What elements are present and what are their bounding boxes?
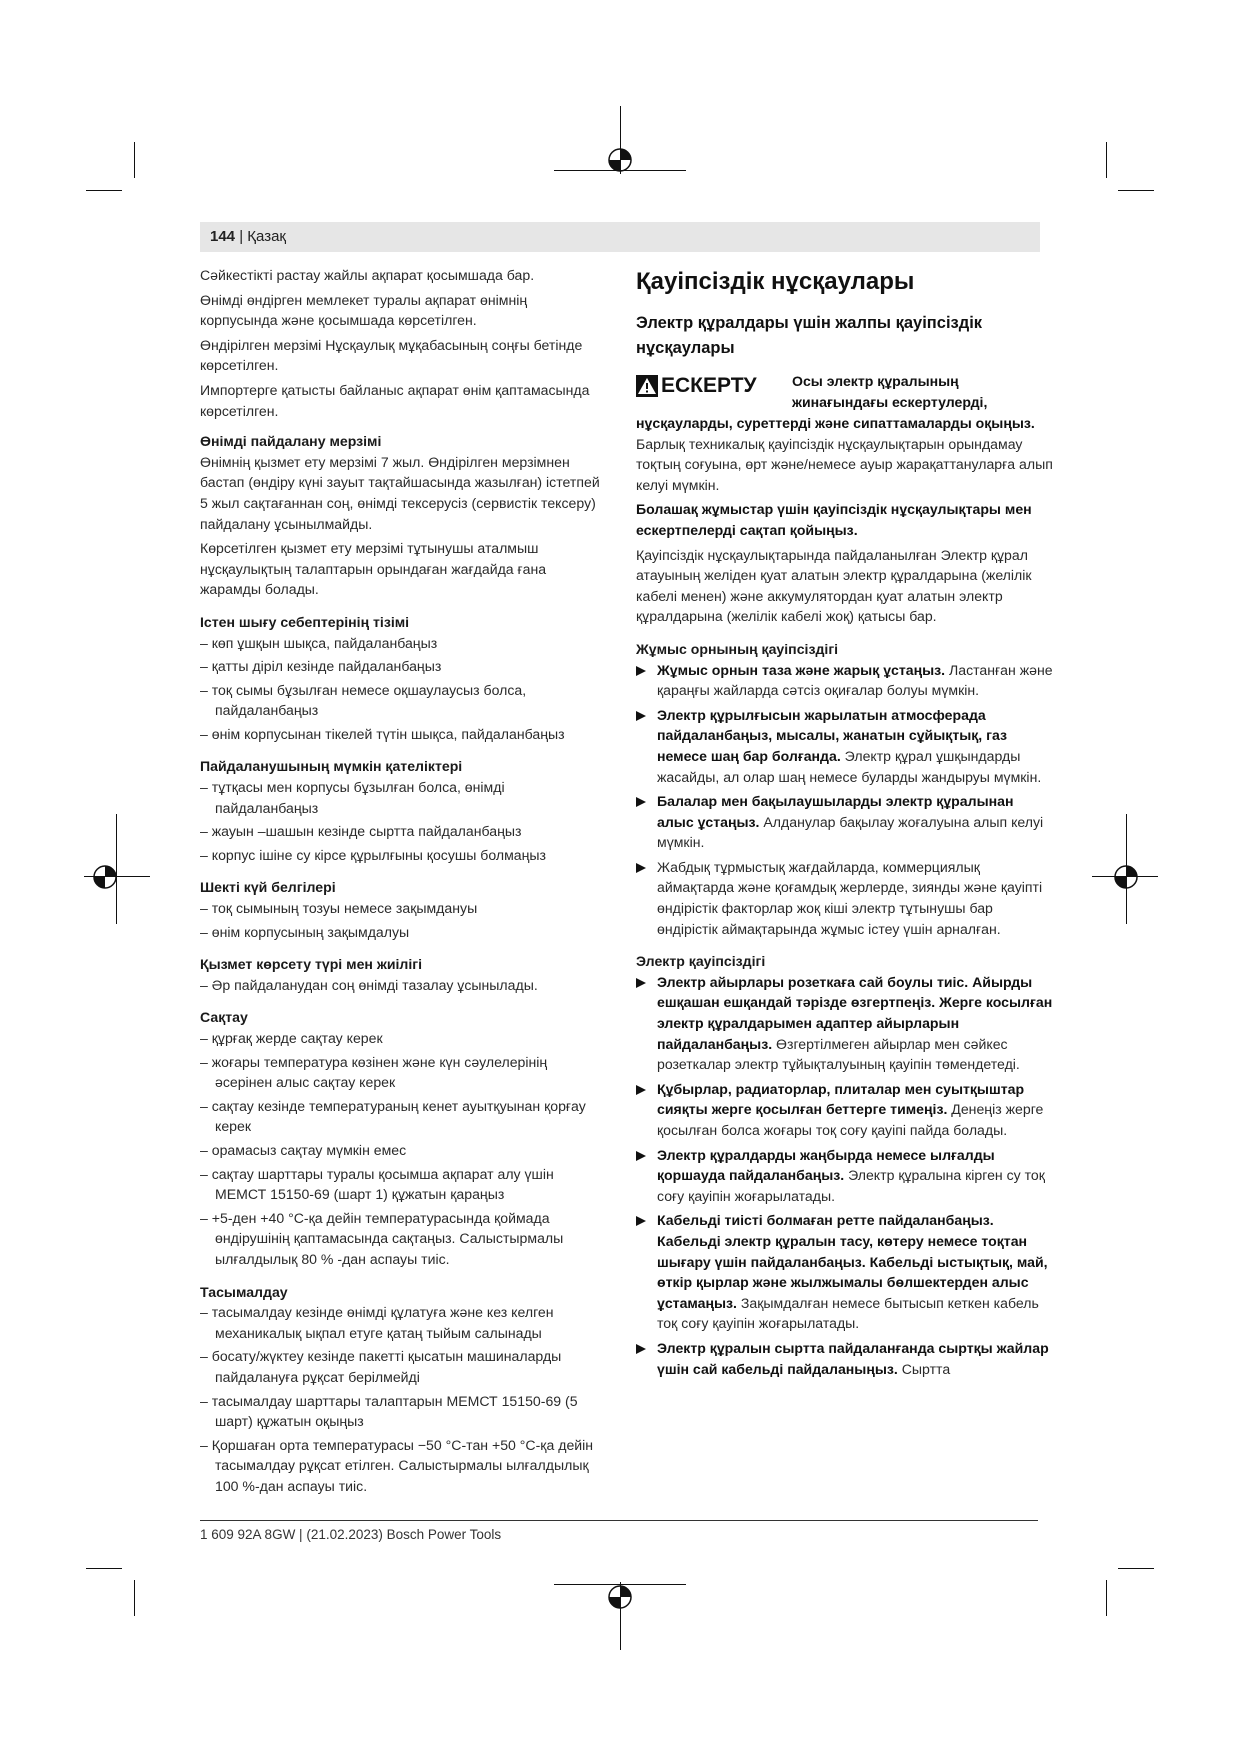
list-item: – сақтау шарттары туралы қосымша ақпарат алу үшін МЕМСТ 15150-69 (шарт 1) құжатын қараңыз <box>200 1165 554 1203</box>
footer-text: 1 609 92A 8GW | (21.02.2023) Bosch Power Tools <box>200 1527 502 1542</box>
crop-mark <box>1106 142 1107 178</box>
bullet-arrow-icon <box>636 1216 646 1226</box>
section-heading: Пайдаланушының мүмкін қателіктері <box>200 758 463 775</box>
list-item: – тасымалдау кезінде өнімді құлатуға және кез келген механикалық ықпал етуге қатаң тыйым салынады <box>200 1304 554 1341</box>
list-item: – тұтқасы мен корпусы бұзылған болса, өнімді пайдаланбаңыз <box>200 779 505 816</box>
left-column <box>200 265 602 1499</box>
bullet-item: Электр құралын сыртта пайдаланғанда сыртқы жайлар үшін сай кабельді пайдаланыңыз. Сыртта <box>636 1338 1054 1379</box>
bullet-item: Жабдық тұрмыстық жағдайларда, коммерциялық аймақтарда және қоғамдық жерлерде, зиянды және қауіпті өндірістік факторлар жоқ кіші электр тұтынушы бар өндірістік аймақтарында жұмыс істеу үшін арналған. <box>636 857 1054 939</box>
list-item: – босату/жүктеу кезінде пакетті қысатын машиналарды пайдалануға рұқсат берілмейді <box>200 1348 562 1385</box>
page-number: 144 <box>210 228 236 245</box>
warning-label <box>636 373 757 399</box>
list-item: – тоқ сымының тозуы немесе зақымдануы <box>200 900 478 917</box>
bullet-arrow-icon <box>636 711 646 721</box>
crop-mark <box>1118 190 1154 191</box>
list-item: – тасымалдау шарттары талаптарын МЕМСТ 15150-69 (5 шарт) құжатын оқыңыз <box>200 1392 578 1430</box>
section-heading: Қызмет көрсету түрі мен жиілігі <box>200 956 423 973</box>
crop-mark <box>86 1568 122 1569</box>
list-item: – жоғары температура көзінен және күн сәулелерінің әсерінен алыс сақтау керек <box>200 1053 548 1091</box>
list-item: – сақтау кезінде температураның кенет ауытқуынан қорғау керек <box>200 1097 586 1135</box>
list-item: – +5-ден +40 °C-қа дейін температурасында қоймада өндірушінің қаптамасында сақтаңыз. Салыстырмалы ылғалдылық 80 % -дан аспауы тиіс. <box>200 1209 564 1267</box>
list-item: – тоқ сымы бұзылған немесе оқшаулаусыз болса, пайдаланбаңыз <box>200 681 527 719</box>
bullet-item: Құбырлар, радиаторлар, плиталар мен суытқыштар сияқты жерге қосылған беттерге тимеңіз. Денеңіз жерге қосылған болса жоғары тоқ соғу қауіпі пайда болады. <box>636 1079 1054 1141</box>
section-heading: Сақтау <box>200 1009 248 1026</box>
registration-target-icon <box>607 147 633 173</box>
section-heading: Электр қауіпсіздігі <box>636 953 766 970</box>
list-item: – қатты діріл кезінде пайдаланбаңыз <box>200 658 442 675</box>
header-language: Қазақ <box>247 228 286 245</box>
intro-paragraph: Өндірілген мерзімі Нұсқаулық мұқабасының соңғы бетінде көрсетілген. <box>200 336 583 374</box>
bullet-arrow-icon <box>636 978 646 988</box>
registration-target-icon <box>607 1584 633 1610</box>
registration-target-icon <box>1113 864 1139 890</box>
section-heading: Істен шығу себептерінің тізімі <box>200 613 410 630</box>
bullet-arrow-icon <box>636 863 646 873</box>
warning-label-text: ЕСКЕРТУ <box>661 374 757 397</box>
right-column <box>636 265 1054 1383</box>
crop-mark <box>86 190 122 191</box>
list-item: – өнім корпусының зақымдалуы <box>200 923 410 940</box>
warning-icon <box>636 375 658 397</box>
list-item: – Әр пайдаланудан соң өнімді тазалау ұсынылады. <box>200 976 538 993</box>
bullet-arrow-icon <box>636 666 646 676</box>
bullet-arrow-icon <box>636 797 646 807</box>
list-item: – жауын –шашын кезінде сыртта пайдаланбаңыз <box>200 823 522 840</box>
bullet-item: Балалар мен бақылаушыларды электр құралынан алыс ұстаңыз. Алданулар бақылау жоғалуына алып келуі мүмкін. <box>636 791 1054 853</box>
warning-body <box>636 413 1054 495</box>
list-item: – орамасыз сақтау мүмкін емес <box>200 1141 407 1158</box>
list-item: – өнім корпусынан тікелей түтін шықса, пайдаланбаңыз <box>200 725 565 742</box>
list-item: – Қоршаған орта температурасы −50 °C-тан +50 °C-қа дейін тасымалдау рұқсат етілген. Салыстырмалы ылғалдылық 100 %-дан аспауы тиіс. <box>200 1436 594 1494</box>
bullet-item: Электр айырлары розеткаға сай боулы тиіс. Айырды ешқашан ешқандай тәрізде өзгертпеңіз. Жерге косылған электр құралдарымен адаптер айырларын пайдаланбаңыз. Өзгертілмеген айырлар мен сәйкес розеткалар электр тұйықталуының қауіпін төмендетеді. <box>636 972 1054 1075</box>
list-item: – корпус ішіне су кірсе құрылғыны қосушы болмаңыз <box>200 846 546 863</box>
list-item: – құрғақ жерде сақтау керек <box>200 1030 383 1046</box>
crop-mark <box>1106 1580 1107 1616</box>
scope-paragraph: Қауіпсіздік нұсқаулықтарында пайдаланылған Электр құрал атауының желіден қуат алатын электр құралдарына (желілік кабелі менен) және аккумулятордан қуат алатын электр құралдарына (желілік кабелі жоқ) қатысы бар. <box>636 546 1032 625</box>
warning-block <box>636 371 1054 495</box>
paragraph: Өнімнің қызмет ету мерзімі 7 жыл. Өндірілген мерзімнен бастап (өндіру күні зауыт тақтайшасында жазылған) істетпей 5 жыл сақтағаннан соң, өнімді тексерусіз (сервистік тексеру) пайдалану ұсынылмайды. <box>200 453 600 532</box>
intro-paragraph: Өнімді өндірген мемлекет туралы ақпарат өнімнің корпусында және қосымшада көрсетілген. <box>200 291 528 329</box>
footer-rule <box>200 1520 1038 1521</box>
section-heading: Шекті күй белгілері <box>200 879 336 896</box>
bullet-arrow-icon <box>636 1344 646 1354</box>
bullet-item: Жұмыс орнын таза және жарық ұстаңыз. Ластанған және қараңғы жайларда сәтсіз оқиғалар болуы мүмкін. <box>636 660 1054 701</box>
warning-lead: Осы электр құралының жинағындағы ескертулерді, <box>792 373 988 410</box>
intro-paragraph: Импортерге қатысты байланыс ақпарат өнім қаптамасында көрсетілген. <box>200 381 590 419</box>
warning-text: Барлық техникалық қауіпсіздік нұсқаулықтарын орындамау тоқтың соғуына, өрт және/немесе ауыр жарақаттануларға алып келуі мүмкін. <box>636 435 1053 493</box>
bullet-item: Электр құралдарды жаңбырда немесе ылғалды қоршауда пайдаланбаңыз. Электр құралына кірген су тоқ соғу қауіпін жоғарылатады. <box>636 1145 1054 1207</box>
page-title: Қауіпсіздік нұсқаулары <box>636 268 915 295</box>
bullet-arrow-icon <box>636 1151 646 1161</box>
bullet-item: Электр құрылғысын жарылатын атмосферада пайдаланбаңыз, мысалы, жанатын сұйықтық, газ немесе шаң бар болғанда. Электр құрал ұшқындарды жасайды, ал олар шаң немесе буларды жандыруы мүмкін. <box>636 705 1054 787</box>
bullet-arrow-icon <box>636 1085 646 1095</box>
keep-instructions: Болашақ жұмыстар үшін қауіпсіздік нұсқаулықтары мен ескертпелерді сақтап қойыңыз. <box>636 501 1032 538</box>
section-heading: Жұмыс орнының қауіпсіздігі <box>636 640 839 657</box>
page-header <box>200 222 1040 252</box>
intro-paragraph: Сәйкестікті растау жайлы ақпарат қосымшада бар. <box>200 267 535 283</box>
list-item: – көп ұшқын шықса, пайдаланбаңыз <box>200 634 438 651</box>
header-separator: | <box>239 228 244 245</box>
registration-target-icon <box>92 864 118 890</box>
crop-mark <box>1118 1568 1154 1569</box>
crop-mark <box>134 142 135 178</box>
section-heading: Тасымалдау <box>200 1283 288 1300</box>
paragraph: Көрсетілген қызмет ету мерзімі тұтынушы аталмыш нұсқаулықтың талаптарын орындаған жағдайда ғана жарамды болады. <box>200 540 547 598</box>
header-text <box>210 228 286 246</box>
section-heading: Өнімді пайдалану мерзімі <box>200 433 382 450</box>
warning-lead-continuation: нұсқауларды, суреттерді және сипаттамаларды оқыңыз. <box>636 415 1035 431</box>
crop-mark <box>134 1580 135 1616</box>
bullet-item: Кабельді тиісті болмаған ретте пайдаланбаңыз. Кабельді электр құралын тасу, көтеру немесе тоқтан шығару үшін пайдаланбаңыз. Кабельді ыстықтық, май, өткір қырлар және жылжымалы бөлшектерден алыс ұстамаңыз. Зақымдалған немесе бытысып кеткен кабель тоқ соғу қауіпін жоғарылатады. <box>636 1210 1054 1334</box>
section-subtitle: Электр құралдары үшін жалпы қауіпсіздік нұсқаулары <box>636 314 983 357</box>
